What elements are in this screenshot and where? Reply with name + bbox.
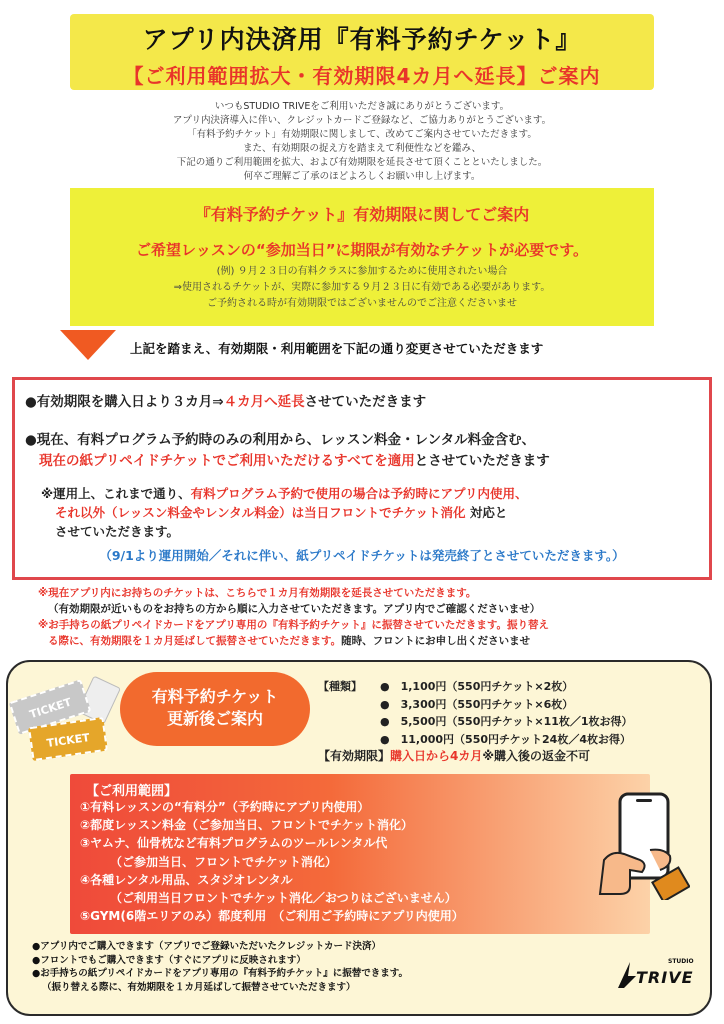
- change-intro-text: 上記を踏まえ、有効期限・利用範囲を下記の通り変更させていただきます: [130, 341, 544, 356]
- notice-line: (例) ９月２３日の有料クラスに参加するために使用されたい場合: [216, 266, 508, 277]
- ticket-illustration: [10, 676, 128, 766]
- ticket-icon: TICKET: [28, 717, 108, 761]
- logo-brand: TRIVE: [636, 968, 694, 987]
- scope-item: （ご参加当日、フロントでチケット消化）: [80, 854, 337, 869]
- changes-box: [12, 377, 712, 580]
- type-item: ● 3,300円（550円チケット×6枚）: [380, 697, 574, 711]
- notice-title: 『有料予約チケット』有効期限に関してご案内: [194, 205, 530, 224]
- change-scope: [25, 430, 550, 472]
- change-text: ●有効期限を購入日より３カ月⇒: [25, 394, 224, 410]
- smartphone-hand-icon: [590, 790, 690, 900]
- validity-notice: [70, 188, 654, 326]
- studio-trive-logo: [614, 958, 694, 992]
- intro-line: いつもSTUDIO TRIVEをご利用いただき誠にありがとうございます。: [214, 101, 510, 112]
- purchase-note: ●フロントでもご購入できます（すぐにアプリに反映されます）: [32, 954, 306, 966]
- notice-emphasis: ご希望レッスンの“参加当日”に期限が有効なチケットが必要です。: [135, 241, 589, 259]
- note-highlight: それ以外（レッスン料金やレンタル料金）は当日フロントでチケット消化: [55, 505, 466, 520]
- intro-line: 何卒ご理解ご了承のほどよろしくお願い申し上げます。: [243, 171, 481, 182]
- type-item: ● 5,500円（550円チケット×11枚／1枚お得）: [380, 715, 633, 728]
- intro-line: 「有料予約チケット」有効期限に関しまして、改めてご案内させていただきます。: [187, 129, 537, 140]
- note-line: （有効期限が近いものをお持ちの方から順に入力させていただきます。アプリ内でご確認くださいませ）: [48, 603, 541, 615]
- validity-label: 【有効期限】: [318, 749, 391, 763]
- page-title: アプリ内決済用『有料予約チケット』: [142, 25, 582, 54]
- change-text: させていただきます: [304, 394, 427, 410]
- scope-item: ①有料レッスンの“有料分”（予約時にアプリ内使用）: [80, 800, 370, 814]
- change-text: とさせていただきます: [414, 453, 550, 469]
- note-line: 随時、フロントにお申し出くださいませ: [341, 635, 531, 647]
- purchase-notes: [32, 940, 612, 994]
- validity-value: 購入日から4カ月: [390, 749, 483, 763]
- scope-item: ⑤GYM(6階エリアのみ）都度利用 （ご利用ご予約時にアプリ内使用）: [80, 909, 464, 924]
- intro-text: [60, 100, 664, 184]
- purchase-note: ●お手持ちの紙プリペイドカードをアプリ専用の『有料予約チケット』に振替できます。: [32, 968, 408, 979]
- scope-item: ③ヤムナ、仙骨枕など有料プログラムのツールレンタル代: [80, 836, 388, 851]
- change-highlight: 現在の紙プリペイドチケットでご利用いただけるすべてを適用: [39, 453, 415, 469]
- scope-list: [80, 798, 464, 925]
- badge-line: 有料予約チケット: [151, 687, 279, 706]
- down-arrow-icon: [60, 330, 116, 360]
- change-highlight: ４カ月へ延長: [223, 394, 305, 410]
- page-subtitle: 【ご利用範囲拡大・有効期限4カ月へ延長】ご案内: [123, 64, 601, 88]
- purchase-note: ●アプリ内でご購入できます（アプリでご登録いただいたクレジットカード決済）: [32, 941, 382, 952]
- note-text: 対応と: [469, 505, 508, 520]
- intro-line: 下記の通りご利用範囲を拡大、および有効期限を延長させて頂くことといたしました。: [176, 157, 548, 168]
- page-header: [70, 14, 654, 90]
- note-text: させていただきます。: [55, 524, 180, 539]
- change-validity: [25, 390, 426, 410]
- notice-line: ⇒使用されるチケットが、実際に参加する９月２３日に有効である必要があります。: [173, 282, 551, 293]
- type-item: ● 1,100円（550円チケット×2枚）: [380, 680, 574, 693]
- scope-item: ④各種レンタル用品、スタジオレンタル: [80, 872, 293, 887]
- badge-line: 更新後ご案内: [166, 709, 263, 728]
- purchase-note: （振り替える際に、有効期限を１カ月延ばして振替させていただきます）: [42, 981, 356, 993]
- operation-note: [41, 484, 528, 541]
- ticket-types: [318, 678, 633, 766]
- scope-title: 【ご利用範囲】: [86, 784, 178, 799]
- note-highlight: 有料プログラム予約で使用の場合は予約時にアプリ内使用、: [190, 486, 528, 501]
- validity-note: ※購入後の返金不可: [482, 749, 591, 763]
- note-line: ※お手持ちの紙プリペイドカードをアプリ専用の『有料予約チケット』に振替させていただきます。振り替え: [38, 619, 550, 631]
- type-item: ● 11,000円（550円チケット24枚／4枚お得）: [380, 732, 631, 746]
- intro-line: また、有効期限の捉え方を踏まえて利便性などを鑑み、: [242, 143, 482, 154]
- change-text: ●現在、有料プログラム予約時のみの利用から、レッスン料金・レンタル料金含む、: [25, 432, 536, 448]
- intro-line: アプリ内決済導入に伴い、クレジットカードご登録など、ご協力ありがとうございます。: [172, 115, 552, 126]
- scope-item: （ご利用当日フロントでチケット消化／おつりはございません）: [80, 891, 457, 906]
- notice-details: [70, 264, 654, 312]
- logo-mark-icon: [616, 960, 638, 990]
- ticket-icon: TICKET: [9, 679, 92, 735]
- note-text: ※運用上、これまで通り、: [41, 486, 191, 501]
- notice-line: ご予約される時が有効期限ではございませんのでご注意くださいませ: [207, 298, 517, 309]
- scope-item: ②都度レッスン料金（ご参加当日、フロントでチケット消化）: [80, 818, 413, 833]
- ticket-heading-badge: [120, 672, 310, 746]
- note-line: ※現在アプリ内にお持ちのチケットは、こちらで１カ月有効期限を延長させていただきます。: [38, 587, 477, 599]
- types-label: 【種類】: [318, 680, 362, 693]
- existing-ticket-notes: [38, 585, 698, 649]
- usage-scope: [70, 774, 650, 934]
- start-date-note: （9/1より運用開始／それに伴い、紙プリペイドチケットは発売終了とさせていただきます。）: [99, 548, 625, 563]
- note-line: る際に、有効期限を１カ月延ばして振替させていただきます。: [48, 635, 342, 647]
- logo-subtext: STUDIO: [668, 958, 694, 965]
